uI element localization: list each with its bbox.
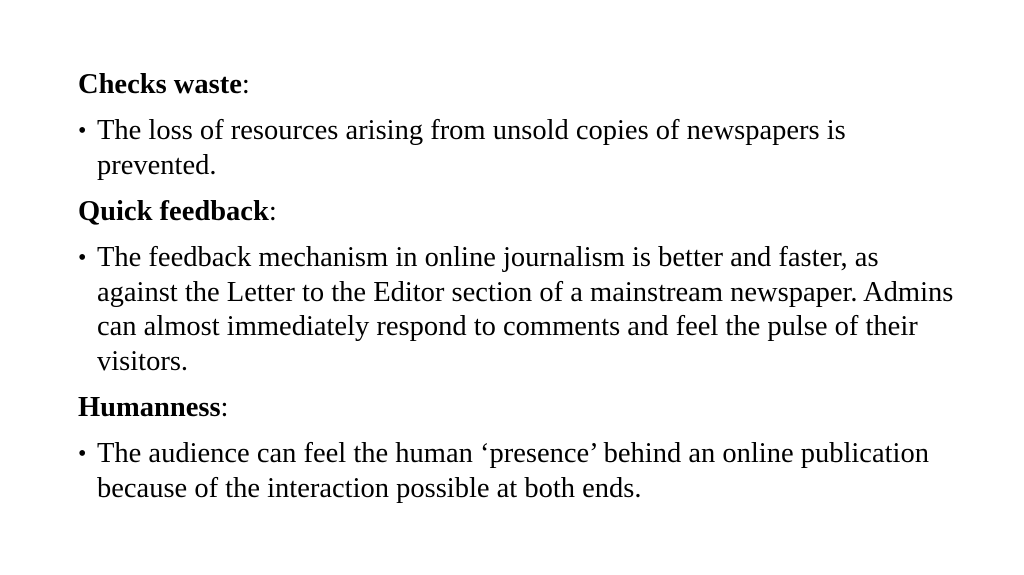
heading-text: Quick feedback	[78, 196, 269, 227]
bullet-text: The audience can feel the human ‘presence’ behind an online publication because of the interaction possible at both ends.	[97, 438, 929, 504]
heading-humanness	[78, 391, 978, 425]
heading-colon: :	[268, 196, 277, 227]
bullet-item	[78, 241, 978, 379]
heading-checks-waste	[78, 68, 978, 102]
bullet-text: The feedback mechanism in online journalism is better and faster, as against the Letter to the Editor section of a mainstream newspaper. Admins can almost immediately respond to comments and feel the pulse of their visitors.	[97, 242, 954, 377]
heading-quick-feedback	[78, 195, 978, 229]
bullet-item	[78, 114, 978, 183]
heading-colon: :	[241, 69, 250, 100]
bullet-icon: •	[78, 118, 87, 144]
heading-colon: :	[220, 392, 229, 423]
heading-text: Humanness	[78, 392, 221, 423]
bullet-text: The loss of resources arising from unsold copies of newspapers is prevented.	[97, 115, 846, 181]
bullet-icon: •	[78, 441, 87, 467]
heading-text: Checks waste	[78, 69, 242, 100]
bullet-item	[78, 437, 978, 506]
bullet-icon: •	[78, 245, 87, 271]
slide-content	[78, 68, 978, 518]
